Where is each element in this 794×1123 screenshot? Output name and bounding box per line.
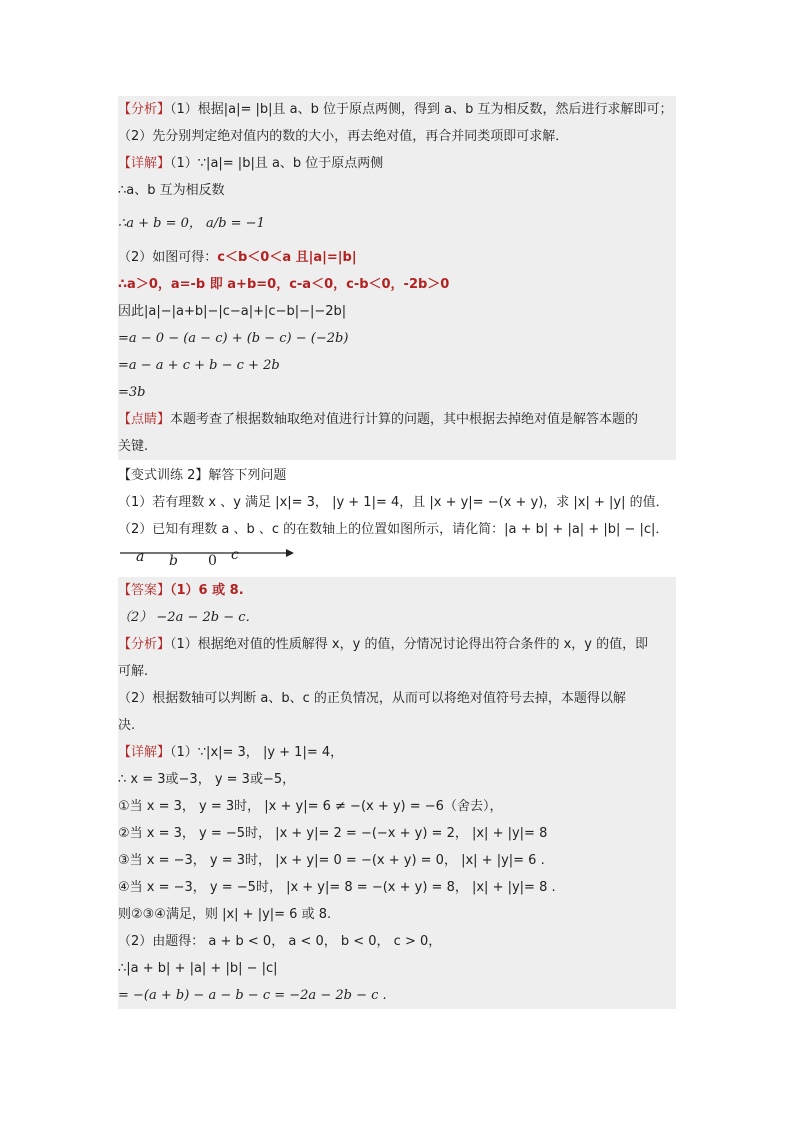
detail-line-9: =3b bbox=[118, 385, 146, 400]
detail2-tag: 【详解】 bbox=[118, 745, 171, 760]
answer-line-2: （2） −2a − 2b − c． bbox=[118, 610, 259, 625]
detail-line-5: ∴a＞0，a=-b 即 a+b=0，c-a＜0，c-b＜0，-2b＞0 bbox=[118, 277, 450, 292]
comment-tag: 【点睛】 bbox=[118, 412, 171, 427]
question-1: （1）若有理数 x 、y 满足 |x|= 3， |y + 1|= 4，且 |x + y|= −(x + y)，求 |x| + |y| 的值． bbox=[118, 495, 669, 510]
number-line-label-c: c bbox=[231, 547, 239, 563]
comment-line-1 bbox=[118, 406, 676, 433]
solution-block-1 bbox=[118, 96, 676, 460]
analysis2-line-1 bbox=[118, 631, 676, 658]
detail-line-7: =a − 0 − (a − c) + (b − c) − (−2b) bbox=[118, 331, 349, 346]
analysis2-tag: 【分析】 bbox=[118, 637, 171, 652]
detail2-line-5: = −(a + b) − a − b − c = −2a − 2b − c . bbox=[118, 988, 387, 1003]
detail2-line-3: （2）由题得： a + b < 0， a < 0， b < 0， c > 0， bbox=[118, 934, 442, 949]
number-line-label-b: b bbox=[169, 553, 178, 569]
analysis2-text: （1）根据绝对值的性质解得 x，y 的值，分情况讨论得出符合条件的 x，y 的值，即 bbox=[170, 637, 649, 652]
detail-tag: 【详解】 bbox=[118, 156, 171, 171]
detail-line-1 bbox=[118, 150, 676, 177]
case-line-2: ②当 x = 3， y = −5时， |x + y|= 2 = −(−x + y) = 2， |x| + |y|= 8 bbox=[118, 826, 548, 841]
answer-line-1 bbox=[118, 577, 676, 604]
solution-block-2 bbox=[118, 577, 676, 1009]
analysis-text: （1）根据|a|= |b|且 a、b 位于原点两侧，得到 a、b 互为相反数，然后进行求解即可； bbox=[170, 102, 673, 117]
number-line-label-zero: 0 bbox=[208, 553, 217, 569]
comment-text: 本题考查了根据数轴取绝对值进行计算的问题，其中根据去掉绝对值是解答本题的 bbox=[170, 412, 639, 427]
analysis2-line-1b: 可解. bbox=[118, 664, 149, 679]
analysis-tag: 【分析】 bbox=[118, 102, 171, 117]
detail-line-6: 因此|a|−|a+b|−|c−a|+|c−b|−|−2b| bbox=[118, 304, 347, 319]
detail-line-4 bbox=[118, 244, 676, 271]
detail-4-prefix: （2）如图可得： bbox=[118, 250, 218, 265]
analysis-line-1 bbox=[118, 96, 676, 123]
number-line bbox=[118, 543, 676, 577]
number-line-label-a: a bbox=[136, 549, 145, 565]
comment-line-2: 关键. bbox=[118, 439, 149, 454]
analysis2-line-2: （2）根据数轴可以判断 a、b、c 的正负情况，从而可以将绝对值符号去掉，本题得以解 bbox=[118, 691, 626, 706]
answer-1-text: （1）6 或 8. bbox=[170, 583, 244, 598]
case-line-3: ③当 x = −3， y = 3时， |x + y|= 0 = −(x + y) = 0， |x| + |y|= 6 . bbox=[118, 853, 545, 868]
detail-line-2: ∴a、b 互为相反数 bbox=[118, 183, 225, 198]
detail2-line-1 bbox=[118, 739, 676, 766]
document-content bbox=[118, 96, 676, 1009]
detail-line-8: =a − a + c + b − c + 2b bbox=[118, 358, 280, 373]
analysis-line-2: （2）先分别判定绝对值内的数的大小，再去绝对值，再合并同类项即可求解． bbox=[118, 129, 569, 144]
detail-text: （1）∵|a|= |b|且 a、b 位于原点两侧 bbox=[170, 156, 384, 171]
answer-tag: 【答案】 bbox=[118, 583, 171, 598]
detail-line-3: ∴a + b = 0， a/b = −1 bbox=[118, 216, 265, 231]
question-2: （2）已知有理数 a 、b 、c 的在数轴上的位置如图所示，请化简：|a + b| + |a| + |b| − |c|． bbox=[118, 522, 669, 537]
case-line-4: ④当 x = −3， y = −5时， |x + y|= 8 = −(x + y) = 8， |x| + |y|= 8 . bbox=[118, 880, 556, 895]
analysis2-line-2b: 决. bbox=[118, 718, 136, 733]
detail2-line-4: ∴|a + b| + |a| + |b| − |c| bbox=[118, 961, 278, 976]
conclusion-line: 则②③④满足，则 |x| + |y|= 6 或 8. bbox=[118, 907, 332, 922]
detail2-line-2: ∴ x = 3或−3， y = 3或−5， bbox=[118, 772, 296, 787]
detail2-text: （1）∵|x|= 3， |y + 1|= 4， bbox=[170, 745, 344, 760]
case-line-1: ①当 x = 3， y = 3时， |x + y|= 6 ≠ −(x + y) = −6（舍去）， bbox=[118, 799, 503, 814]
exercise-title: 【变式训练 2】解答下列问题 bbox=[118, 468, 287, 483]
detail-4-highlight: c＜b＜0＜a 且|a|=|b| bbox=[217, 250, 357, 265]
